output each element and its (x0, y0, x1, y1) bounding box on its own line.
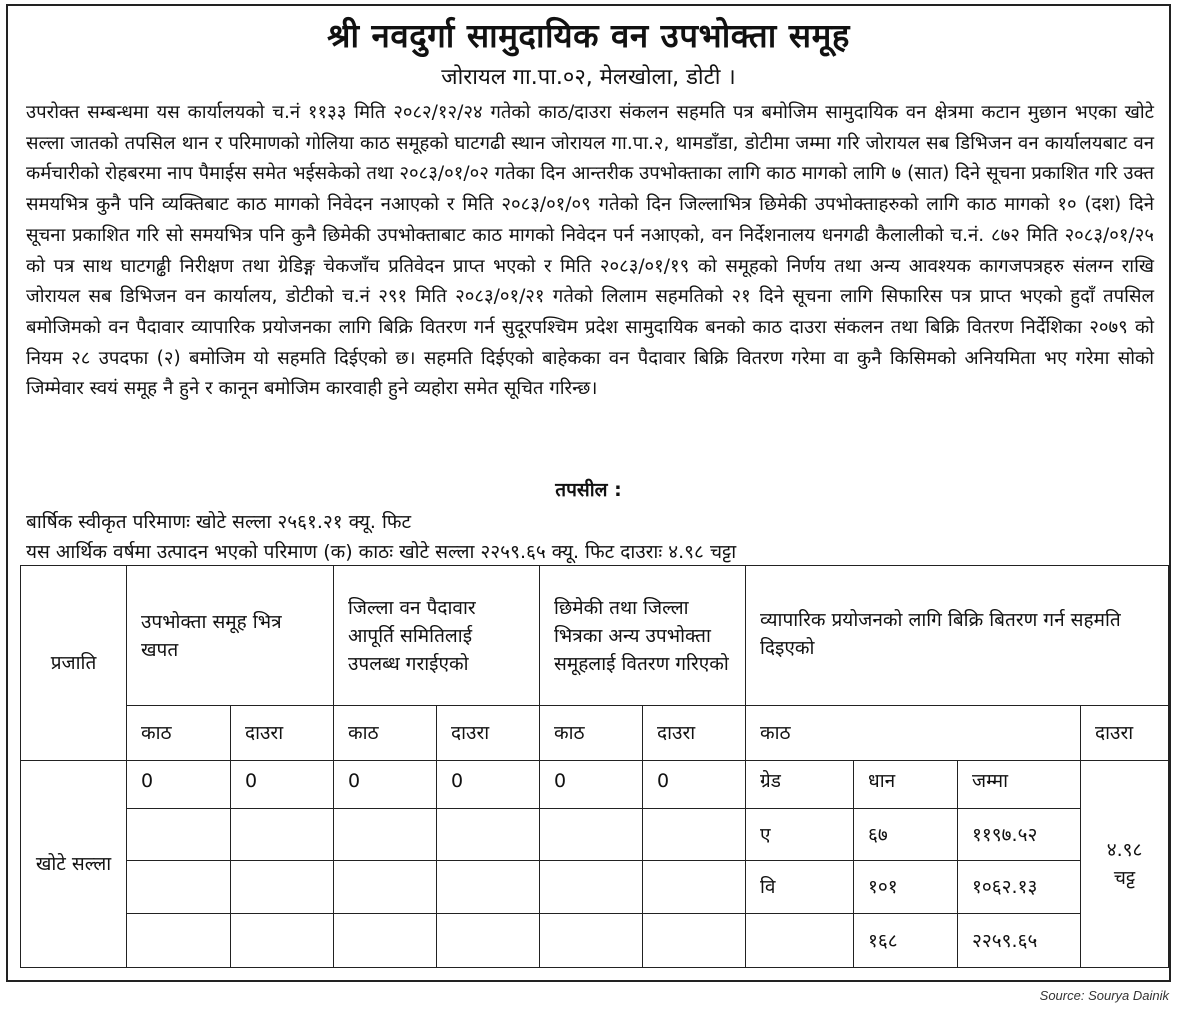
grade-cell: ए (746, 809, 854, 861)
header-internal: उपभोक्ता समूह भित्र खपत (127, 566, 334, 706)
subheader-timber: काठ (334, 706, 437, 761)
notice-title: श्री नवदुर्गा सामुदायिक वन उपभोक्ता समूह (327, 16, 850, 55)
zero-cell: 0 (127, 761, 231, 809)
grade-cell (746, 914, 854, 968)
subheader-timber: काठ (746, 706, 1081, 761)
subheader-firewood: दाउरा (643, 706, 746, 761)
notice-body: उपरोक्त सम्बन्धमा यस कार्यालयको च.नं ११३३ मिति २०८२/१२/२४ गतेको काठ/दाउरा संकलन सहमति पत्र बमोजिम सामुदायिक वन क्षेत्रमा कटान मुछान भएका खोटे सल्ला जातको तपसिल थान र परिमाणको गोलिया काठ समूहको घाटगढी स्थान जोरायल गा.पा.२, थामडाँडा, डोटीमा जम्मा गरि जोरायल सब डिभिजन वन कार्यालयबाट वन कर्मचारीको रोहबरमा नाप पैमाईस समेत भईसकेको तथा २०८३/०१/०२ गतेका दिन आन्तरीक उपभोक्ताका लागि काठ मागको लागि ७ (सात) दिने सूचना प्रकाशित गरि उक्त समयभित्र कुनै पनि व्यक्तिबाट काठ मागको निवेदन नआएको र मिति २०८३/०१/०९ गतेको दिन जिल्लाभित्र छिमेकी उपभोक्ताहरुको लागि काठ मागको १० (दश) दिने सूचना प्रकाशित गरि सो समयभित्र पनि कुनै छिमेकी उपभोक्ताबाट काठ मागको निवेदन पर्न नआएको, वन निर्देशनालय धनगढी कैलालीको च.नं. ८७२ मिति २०८३/०१/२५ को पत्र साथ घाटगढ्ढी निरीक्षण तथा ग्रेडिङ्ग चेकजाँच प्रतिवेदन प्राप्त भएको र मिति २०८३/०१/१९ को समूहको निर्णय तथा अन्य आवश्यक कागजपत्रहरु संलग्न राखि जोरायल सब डिभिजन वन कार्यालय, डोटीको च.नं २९१ मिति २०८३/०१/२१ गतेको लिलाम सहमतिको २१ दिने सूचना लागि सिफारिस पत्र प्राप्त भएको हुदाँ तपसिल बमोजिमको वन पैदावार व्यापारिक प्रयोजनका लागि बिक्रि वितरण गर्न सुदूरपश्चिम प्रदेश सामुदायिक बनको काठ दाउरा संकलन तथा बिक्रि वितरण निर्देशिका २०७९ को नियम २८ उपदफा (२) बमोजिम यो सहमति दिईएको छ। सहमति दिईएको बाहेकका वन पैदावार बिक्रि वितरण गरेमा वा कुनै किसिमको अनियमिता भए गरेमा सोको जिम्मेवार स्वयं समूह नै हुने र कानून बमोजिम कारवाही हुने व्यहोरा समेत सूचित गरिन्छ। (26, 102, 1154, 400)
table-row (21, 861, 1169, 914)
detail-table (20, 565, 1169, 968)
zero-cell: 0 (540, 761, 643, 809)
header-row (21, 566, 1169, 706)
source-credit: Source: Sourya Dainik (1039, 988, 1169, 1003)
subheader-timber: काठ (540, 706, 643, 761)
subheader-firewood: दाउरा (1081, 706, 1169, 761)
total-cell: १०६२.१३ (958, 861, 1081, 914)
firewood-value: ४.९८ चट्ट (1081, 761, 1169, 968)
header-neighbor: छिमेकी तथा जिल्ला भित्रका अन्य उपभोक्ता समूहलाई वितरण गरिएको (540, 566, 746, 706)
table-row (21, 914, 1169, 968)
annual-quantity: बार्षिक स्वीकृत परिमाणः खोटे सल्ला २५६१.२१ क्यू. फिट (26, 511, 412, 533)
header-species: प्रजाति (21, 566, 127, 761)
subheader-timber: काठ (127, 706, 231, 761)
pieces-cell: १६८ (854, 914, 958, 968)
zero-cell: 0 (334, 761, 437, 809)
subheader-firewood: दाउरा (231, 706, 334, 761)
pieces-cell: १०१ (854, 861, 958, 914)
subheader-firewood: दाउरा (437, 706, 540, 761)
table-row (21, 761, 1169, 809)
section-heading: तपसील : (555, 479, 622, 501)
grade-header: ग्रेड (746, 761, 854, 809)
subheader-row (21, 706, 1169, 761)
pieces-header: धान (854, 761, 958, 809)
grade-cell: वि (746, 861, 854, 914)
species-name: खोटे सल्ला (21, 761, 127, 968)
total-header: जम्मा (958, 761, 1081, 809)
header-commercial: व्यापारिक प्रयोजनको लागि बिक्रि बितरण गर्न सहमति दिइएको (746, 566, 1169, 706)
zero-cell: 0 (643, 761, 746, 809)
header-district: जिल्ला वन पैदावार आपूर्ति समितिलाई उपलब्ध गराईएको (334, 566, 540, 706)
total-cell: २२५९.६५ (958, 914, 1081, 968)
notice-address: जोरायल गा.पा.०२, मेलखोला, डोटी । (441, 65, 736, 90)
zero-cell: 0 (231, 761, 334, 809)
table-row (21, 809, 1169, 861)
zero-cell: 0 (437, 761, 540, 809)
total-cell: ११९७.५२ (958, 809, 1081, 861)
produced-quantity: यस आर्थिक वर्षमा उत्पादन भएको परिमाण (क) काठः खोटे सल्ला २२५९.६५ क्यू. फिट दाउराः ४.९८ चट्टा (26, 541, 737, 563)
pieces-cell: ६७ (854, 809, 958, 861)
